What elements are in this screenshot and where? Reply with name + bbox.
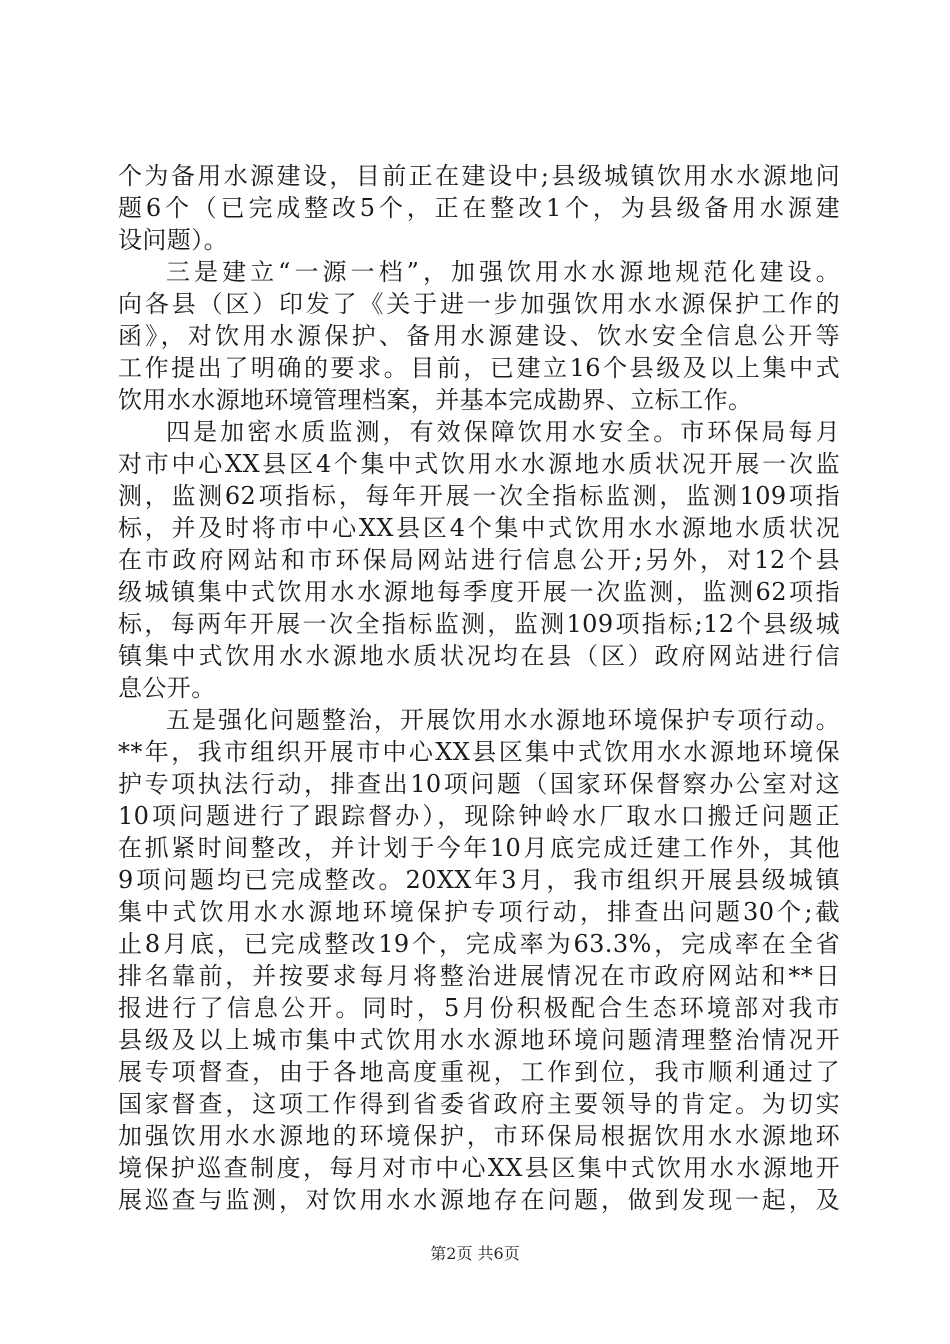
- text-line: 止8月底，已完成整改19个，完成率为63.3%，完成率在全省: [118, 930, 840, 958]
- page-footer: 第2页 共6页: [430, 1244, 520, 1263]
- text-line: 标，每两年开展一次全指标监测，监测109项指标;12个县级城: [118, 610, 840, 638]
- text-line: 展巡查与监测，对饮用水水源地存在问题，做到发现一起，及: [118, 1186, 840, 1214]
- text-line: 题6个（已完成整改5个，正在整改1个，为县级备用水源建: [118, 194, 840, 222]
- text-line: 级城镇集中式饮用水水源地每季度开展一次监测，监测62项指: [118, 578, 840, 606]
- text-line: 报进行了信息公开。同时，5月份积极配合生态环境部对我市: [118, 994, 840, 1022]
- text-line: 设问题）。: [118, 226, 228, 254]
- text-line: 向各县（区）印发了《关于进一步加强饮用水水源保护工作的: [118, 290, 840, 318]
- text-line: 在市政府网站和市环保局网站进行信息公开;另外，对12个县: [118, 546, 840, 574]
- text-line: 加强饮用水水源地的环境保护，市环保局根据饮用水水源地环: [118, 1122, 840, 1150]
- text-line: 工作提出了明确的要求。目前，已建立16个县级及以上集中式: [118, 354, 840, 382]
- text-line: 县级及以上城市集中式饮用水水源地环境问题清理整治情况开: [118, 1026, 840, 1054]
- text-line: 护专项执法行动，排查出10项问题（国家环保督察办公室对这: [118, 770, 840, 798]
- text-line: 展专项督查，由于各地高度重视，工作到位，我市顺利通过了: [118, 1058, 840, 1086]
- text-line: 标，并及时将市中心XX县区4个集中式饮用水水源地水质状况: [118, 514, 840, 542]
- text-line: **年，我市组织开展市中心XX县区集中式饮用水水源地环境保: [118, 738, 840, 766]
- text-line: 函》，对饮用水源保护、备用水源建设、饮水安全信息公开等: [118, 322, 840, 350]
- text-line: 9项问题均已完成整改。20XX年3月，我市组织开展县级城镇: [118, 866, 840, 894]
- text-line: 镇集中式饮用水水源地水质状况均在县（区）政府网站进行信: [118, 642, 840, 670]
- text-line: 四是加密水质监测，有效保障饮用水安全。市环保局每月: [166, 418, 840, 446]
- text-line: 在抓紧时间整改，并计划于今年10月底完成迁建工作外，其他: [118, 834, 840, 862]
- text-line: 集中式饮用水水源地环境保护专项行动，排查出问题30个;截: [118, 898, 840, 926]
- text-line: 五是强化问题整治，开展饮用水水源地环境保护专项行动。: [166, 706, 840, 734]
- text-line: 息公开。: [118, 674, 216, 702]
- text-line: 国家督查，这项工作得到省委省政府主要领导的肯定。为切实: [118, 1090, 840, 1118]
- body-text: [118, 160, 840, 1216]
- text-line: 排名靠前，并按要求每月将整治进展情况在市政府网站和**日: [118, 962, 840, 990]
- text-line: 对市中心XX县区4个集中式饮用水水源地水质状况开展一次监: [118, 450, 840, 478]
- text-line: 测，监测62项指标，每年开展一次全指标监测，监测109项指: [118, 482, 840, 510]
- text-line: 饮用水水源地环境管理档案，并基本完成勘界、立标工作。: [118, 386, 753, 414]
- text-line: 三是建立“一源一档”，加强饮用水水源地规范化建设。: [166, 258, 840, 286]
- text-line: 个为备用水源建设，目前正在建设中;县级城镇饮用水水源地问: [118, 162, 840, 190]
- text-line: 10项问题进行了跟踪督办），现除钟岭水厂取水口搬迁问题正: [118, 802, 840, 830]
- text-line: 境保护巡查制度，每月对市中心XX县区集中式饮用水水源地开: [118, 1154, 840, 1182]
